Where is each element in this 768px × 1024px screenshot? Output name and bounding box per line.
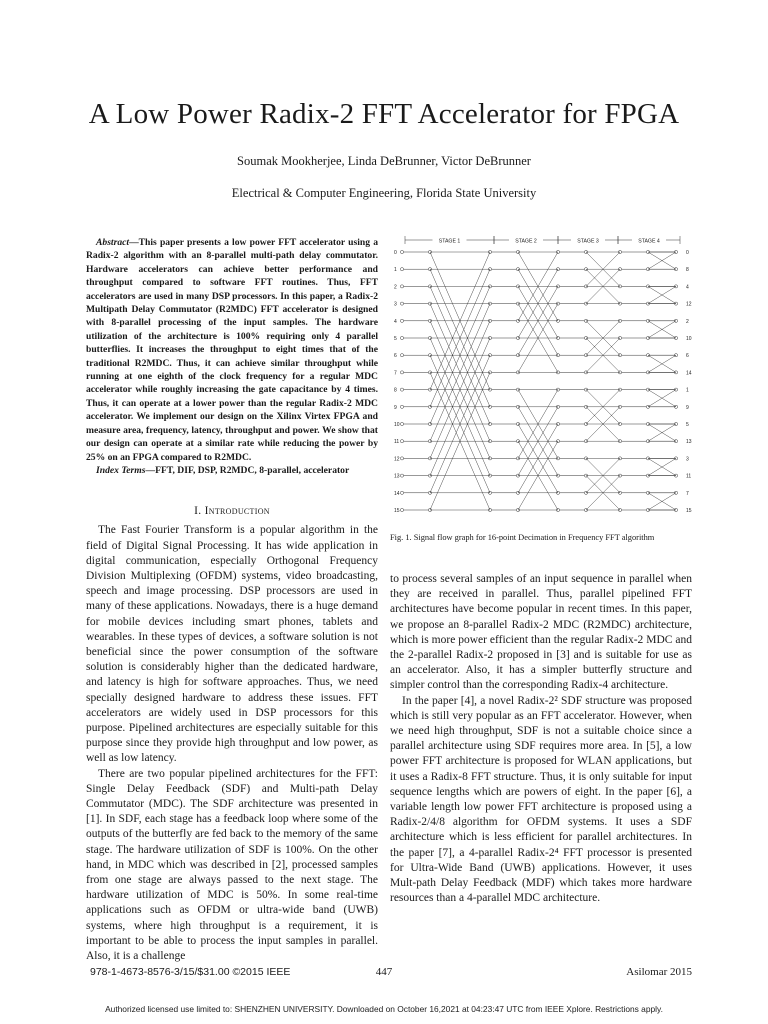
input-label: 1 xyxy=(394,267,397,274)
node xyxy=(400,474,403,477)
stage-label: STAGE 2 xyxy=(515,238,537,245)
node xyxy=(400,457,403,460)
input-label: 2 xyxy=(394,284,397,291)
output-label: 6 xyxy=(686,353,689,360)
abstract-text: —This paper presents a low power FFT accelerator using a Radix-2 algorithm with an 8-parallel multi-path delay commutator. Hardware accelerators can achieve better performance and throughput compared to software FFT routines. Thus, FFT accelerators are used in many DSP processors. In this paper, a Radix-2 Multipath Delay Commutator (R2MDC) FFT accelerator is designed with 8-parallel processing of the input samples. The hardware utilization of the architecture is 100% requiring only 4 parallel butterflies. It increases the throughput to eight times that of the traditional R2MDC. Thus, it can achieve similar throughput while running at one eighth of the clock frequency for a regular MDC accelerator while roughly increasing the gate capacitance by 4 times. Thus, it can operate at a lower power than the regular Radix-2 MDC accelerator. We implement our design on the Xilinx Virtex FPGA and measure area, frequency, latency, throughput and power. We show that our design can operate at a similar rate while reducing the power by 25% on an FPGA compared to R2MDC. xyxy=(86,237,378,463)
input-label: 10 xyxy=(394,422,400,428)
input-label: 12 xyxy=(394,456,400,463)
input-label: 7 xyxy=(394,370,397,377)
output-label: 12 xyxy=(686,301,692,308)
left-paragraph-1: The Fast Fourier Transform is a popular algorithm in the field of Digital Signal Processing. It has wide application in digital communication, especially Orthogonal Frequency Division Multiplexing (OFDM) systems, video broadcasting, speech and image processing. DSP processors are used in many of these applications. Nowadays, there is a huge demand for mobile devices including smart phones, tablets and wearables. In these types of devices, a software solution is not beneficial since the power consumption of the software solution is considerably higher than the dedicated hardware, and latency is high for software approaches. Thus, we need specially designed hardware to address these issues. FFT accelerators are widely used in DSP processors for this purpose. Pipelined architectures are especially suitable for this purpose since they provide high throughput and low power, as well as low latency. xyxy=(86,524,378,765)
node xyxy=(400,491,403,494)
node xyxy=(400,422,403,425)
section-heading xyxy=(86,505,378,517)
output-label: 2 xyxy=(686,318,689,325)
footer-conference: Asilomar 2015 xyxy=(626,966,692,978)
index-terms-text: —FFT, DIF, DSP, R2MDC, 8-parallel, accelerator xyxy=(145,464,350,476)
input-label: 14 xyxy=(394,490,400,497)
stage-label: STAGE 4 xyxy=(638,238,660,245)
node xyxy=(400,319,403,322)
section-title: Introduction xyxy=(204,505,270,518)
right-paragraph-2: In the paper [4], a novel Radix-2² SDF structure was proposed which is still very popular as an FFT accelerator. However, when we need high throughput, SDF is not a suitable choice since a parallel architecture using SDF requires more area. In [5], a low power FFT architecture is proposed for WLAN applications, but it uses a Radix-8 FFT structure. Thus, it is only suitable for input sequence lengths which are powers of eight. In the paper [6], a variable length low power FFT architecture is proposed using a Radix-2/4/8 algorithm for OFDM systems. It uses a SDF architecture which is less efficient for parallel architectures. In the paper [7], a 4-parallel Radix-2⁴ FFT processor is presented for Ultra-Wide Band (UWB) applications. However, it uses Mult-path Delay Feedback (MDF) which takes more hardware resources than a 4-parallel MDC architecture. xyxy=(390,694,692,905)
abstract-label: Abstract xyxy=(96,237,130,248)
node xyxy=(400,268,403,271)
abstract xyxy=(86,236,378,464)
left-column xyxy=(86,236,378,964)
input-label: 9 xyxy=(394,404,397,411)
node xyxy=(400,250,403,253)
figure-caption: Fig. 1. Signal flow graph for 16-point Decimation in Frequency FFT algorithm xyxy=(390,533,655,542)
output-label: 8 xyxy=(686,267,689,274)
paper-authors: Soumak Mookherjee, Linda DeBrunner, Victor DeBrunner xyxy=(237,154,531,168)
input-label: 6 xyxy=(394,353,397,360)
paper-affiliation: Electrical & Computer Engineering, Florida State University xyxy=(231,186,537,200)
output-label: 9 xyxy=(686,404,689,411)
index-terms xyxy=(86,464,378,477)
footer-page-number: 447 xyxy=(375,966,393,978)
paper-title: A Low Power Radix-2 FFT Accelerator for FPGA xyxy=(88,98,680,130)
output-label: 1 xyxy=(686,387,689,394)
index-terms-label: Index Terms xyxy=(96,464,146,476)
input-label: 4 xyxy=(394,318,397,325)
output-label: 10 xyxy=(686,336,692,342)
output-label: 15 xyxy=(686,508,692,514)
input-label: 8 xyxy=(394,387,397,394)
input-label: 15 xyxy=(394,508,400,514)
node xyxy=(400,336,403,339)
input-label: 11 xyxy=(394,439,400,446)
right-column xyxy=(390,572,692,906)
node xyxy=(400,508,403,511)
node xyxy=(400,354,403,357)
node xyxy=(400,285,403,288)
node xyxy=(400,302,403,305)
input-label: 0 xyxy=(394,250,397,256)
output-label: 11 xyxy=(686,473,692,480)
output-label: 4 xyxy=(686,284,689,291)
node xyxy=(400,405,403,408)
node xyxy=(400,388,403,391)
authorization-notice: Authorized licensed use limited to: SHENZHEN UNIVERSITY. Downloaded on October 16,2021 at 04:23:47 UTC from IEEE Xplore. Restrictions apply. xyxy=(105,1004,663,1014)
footer-isbn: 978-1-4673-8576-3/15/$31.00 ©2015 IEEE xyxy=(90,966,291,978)
stage-label: STAGE 3 xyxy=(577,238,599,245)
output-label: 14 xyxy=(686,370,692,377)
output-label: 5 xyxy=(686,422,689,428)
section-number: I. xyxy=(194,505,202,518)
node xyxy=(400,440,403,443)
fft-signal-flow-graph xyxy=(390,232,692,527)
output-label: 7 xyxy=(686,490,689,497)
right-paragraph-1: to process several samples of an input sequence in parallel when they are received in parallel. Thus, parallel pipelined FFT architectures have become popular in recent times. In this paper, we propose an 8-parallel Radix-2 MDC (R2MDC) architecture, which is more power efficient than the regular Radix-2 MDC and the 2-parallel Radix-2 proposed in [3] and is suitable for use as an accelerator. Also, it has a simpler butterfly structure and simpler control than the corresponding Radix-4 architecture. xyxy=(390,573,692,692)
left-paragraph-2: There are two popular pipelined architectures for the FFT: Single Delay Feedback (SDF) and Multi-path Delay Commutator (MDC). The SDF architecture was presented in [1]. In SDF, each stage has a feedback loop where some of the outputs of the butterfly are fed back to the memory of the same stage. The hardware utilization of SDF is 100%. On the other hand, in MDC which was described in [2], processed samples from one stage are always passed to the next stage. The hardware utilization of MDC is 50%. In some real-time applications such as OFDM or ultra-wide band (UWB) systems, where high throughput is a requirement, it is important to be able to process the input samples in parallel. Also, it is a challenge xyxy=(86,767,378,962)
stage-label: STAGE 1 xyxy=(438,238,461,245)
input-label: 3 xyxy=(394,301,397,308)
node xyxy=(400,371,403,374)
output-label: 0 xyxy=(686,250,689,256)
input-label: 13 xyxy=(394,473,400,480)
output-label: 3 xyxy=(686,456,689,463)
output-label: 13 xyxy=(686,439,692,446)
input-label: 5 xyxy=(394,336,397,342)
